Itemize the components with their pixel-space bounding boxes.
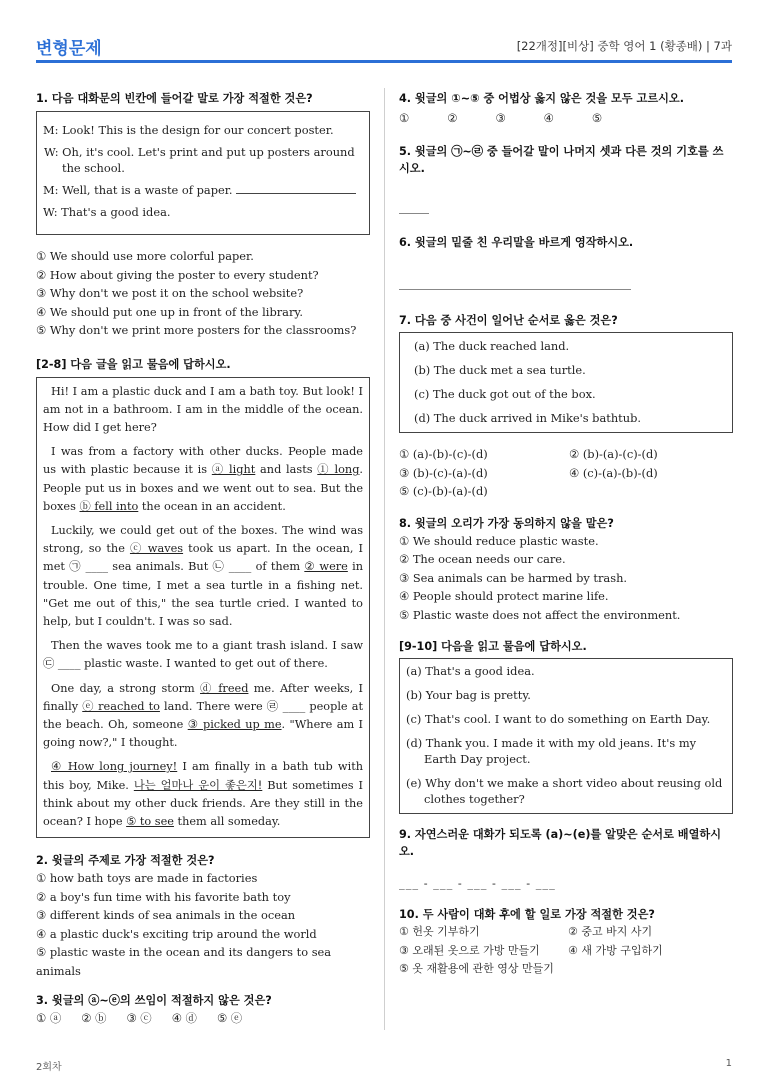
q3-option[interactable]: ② ⓑ (81, 1011, 107, 1026)
text: them all someday. (173, 814, 281, 828)
q10-option[interactable]: ③ 오래된 옷으로 가방 만들기 (399, 943, 540, 957)
q4-option[interactable]: ① (399, 111, 410, 125)
passage-paragraph: Hi! I am a plastic duck and I am a bath toy. But look! I am not in a bathroom. I am in the middle of the ocean. How did I get here? (43, 384, 363, 434)
underlined-text: ① long (317, 463, 360, 477)
text: . People put us in boxes and we went out to sea. But the boxes (43, 463, 364, 513)
passage-heading: [2-8] 다음 글을 읽고 물음에 답하시오. (36, 357, 231, 371)
q1-stem: 1. 다음 대화문의 빈칸에 들어갈 말로 가장 적절한 것은? (36, 92, 313, 105)
text: I am finally in a bath tub with this boy, Mike. (43, 760, 364, 792)
q3-options (36, 1009, 370, 1027)
text: I was from a factory with other ducks. People made us with plastic because it is (43, 445, 363, 477)
q3-option[interactable]: ③ ⓒ (126, 1011, 152, 1026)
q4-option[interactable]: ② (447, 111, 458, 125)
q1-line: M: Look! This is the design for our concert poster. (43, 123, 334, 137)
q2-option[interactable]: ⑤ plastic waste in the ocean and its dangers to sea animals (36, 945, 332, 978)
text: the ocean in an accident. (138, 499, 286, 513)
q7-stem: 7. 다음 중 사건이 일어난 순서로 옳은 것은? (399, 314, 618, 327)
dialogue-line: (c) That's cool. I want to do something on Earth Day. (406, 712, 711, 726)
q10-option[interactable]: ① 헌옷 기부하기 (399, 925, 480, 938)
q4-options (399, 109, 733, 127)
passage-box (36, 377, 370, 839)
text: . "Where am I going now?," I thought. (43, 717, 363, 750)
q2-option[interactable]: ② a boy's fun time with his favorite bath toy (36, 889, 291, 904)
text: took us apart. In the ocean, I met ㉠ ____ sea animals. But ㉡ ____ of them (43, 542, 363, 574)
q1-dialogue-box (36, 111, 370, 235)
q1-line: W: That's a good idea. (43, 205, 171, 219)
q1-line (43, 182, 363, 198)
q8-option[interactable]: ④ People should protect marine life. (399, 589, 609, 603)
text: me. After weeks, I finally (43, 681, 363, 713)
q7-option[interactable]: ① (a)-(b)-(c)-(d) (399, 447, 488, 461)
underlined-text: ⑤ to see (126, 814, 174, 828)
q7-events-box (399, 332, 733, 433)
dialogue-line: (a) That's a good idea. (406, 664, 535, 678)
q8-option[interactable]: ③ Sea animals can be harmed by trash. (399, 570, 628, 585)
q1-line-text: M: Well, that is a waste of paper. (43, 183, 233, 197)
q7-option[interactable]: ⑤ (c)-(b)-(a)-(d) (399, 484, 488, 498)
text: land. There were ㉣ ____ people at the beach. Oh, someone (43, 699, 363, 731)
q4-option[interactable]: ④ (543, 111, 554, 125)
footer-session: 2회차 (36, 1062, 62, 1073)
header-rule (36, 60, 732, 63)
text: in trouble. One time, I met a sea turtle in a fishing net. "Get me out of this," the sea turtle cried. I wanted to help, but I couldn't. I was so sad. (43, 560, 363, 628)
q7-options (399, 445, 733, 501)
q3-option[interactable]: ④ ⓓ (171, 1011, 197, 1026)
q8-option[interactable]: ② The ocean needs our care. (399, 552, 566, 566)
q1-option[interactable]: ② How about giving the poster to every student? (36, 267, 319, 282)
dialogue-line: (d) Thank you. I made it with my old jeans. It's my Earth Day project. (406, 736, 697, 766)
q4-option[interactable]: ③ (495, 111, 506, 125)
q7-option[interactable]: ③ (b)-(c)-(a)-(d) (399, 465, 488, 480)
q7-event: (b) The duck met a sea turtle. (414, 363, 586, 377)
q10-stem: 10. 두 사람이 대화 후에 할 일로 가장 적절한 것은? (399, 908, 655, 921)
column-divider (384, 88, 385, 1030)
q4-stem: 4. 윗글의 ①~⑤ 중 어법상 옳지 않은 것을 모두 고르시오. (399, 92, 684, 105)
underlined-text: ⓑ fell into (79, 499, 139, 513)
q5-answer-line[interactable] (399, 213, 429, 214)
q1-options (36, 247, 370, 340)
q3-stem: 3. 윗글의 ⓐ~ⓔ의 쓰임이 적절하지 않은 것은? (36, 994, 272, 1008)
left-column (36, 90, 370, 1027)
q6-answer-line[interactable] (399, 289, 631, 290)
text: and lasts (255, 463, 318, 477)
page-header (36, 30, 732, 64)
underlined-text: ② were (304, 560, 348, 574)
q1-option[interactable]: ④ We should put one up in front of the library. (36, 304, 303, 319)
underlined-text: ③ picked up me (187, 717, 282, 731)
q2-options (36, 869, 370, 980)
q1-line: W: Oh, it's cool. Let's print and put up posters around the school. (44, 145, 355, 175)
q10-options (399, 923, 733, 979)
page-title: 변형문제 (36, 39, 102, 59)
text: Luckily, we could get out of the boxes. The wind was strong, so the (43, 523, 363, 556)
course-label: [22개정][비상] 중학 영어 1 (황종배) | 7과 (516, 39, 732, 53)
passage-paragraph (43, 443, 363, 516)
q2-option[interactable]: ④ a plastic duck's exciting trip around the world (36, 926, 317, 941)
underlined-text: ⓐ light (211, 463, 256, 477)
footer-page-number: 1 (725, 1058, 732, 1069)
underlined-text: ④ How long journey! (51, 760, 178, 774)
q1-option[interactable]: ③ Why don't we post it on the school website? (36, 286, 304, 300)
q1-option[interactable]: ⑤ Why don't we print more posters for the classrooms? (36, 323, 357, 337)
q3-option[interactable]: ① ⓐ (36, 1011, 62, 1026)
passage-paragraph (43, 680, 363, 753)
q8-stem: 8. 윗글의 오리가 가장 동의하지 않을 말은? (399, 516, 614, 530)
dialogue-line: (b) Your bag is pretty. (406, 688, 531, 702)
dialogue-line: (e) Why don't we make a short video about reusing old clothes together? (406, 776, 723, 806)
q7-event: (d) The duck arrived in Mike's bathtub. (414, 411, 642, 425)
q1-option[interactable]: ① We should use more colorful paper. (36, 249, 254, 263)
q2-option[interactable]: ① how bath toys are made in factories (36, 871, 258, 886)
q6-stem: 6. 윗글의 밑줄 친 우리말을 바르게 영작하시오. (399, 236, 634, 249)
q8-option[interactable]: ⑤ Plastic waste does not affect the environment. (399, 607, 681, 622)
underlined-korean-text: 나는 얼마나 운이 좋은지! (133, 778, 263, 792)
underlined-text: ⓓ freed (200, 681, 249, 695)
q3-option[interactable]: ⑤ ⓔ (216, 1011, 243, 1026)
q7-option[interactable]: ② (b)-(a)-(c)-(d) (569, 447, 658, 461)
passage-paragraph (43, 758, 363, 831)
q2-stem: 2. 윗글의 주제로 가장 적절한 것은? (36, 854, 215, 868)
passage-paragraph: Then the waves took me to a giant trash island. I saw ㉢ ____ plastic waste. I wanted to get out of there. (43, 639, 363, 671)
q4-option[interactable]: ⑤ (591, 111, 603, 125)
underlined-text: ⓒ waves (129, 542, 184, 556)
right-column (399, 90, 733, 979)
q9-stem: 9. 자연스러운 대화가 되도록 (a)~(e)를 알맞은 순서로 배열하시오. (399, 828, 722, 858)
q7-option[interactable]: ④ (c)-(a)-(b)-(d) (569, 465, 658, 480)
q7-event: (c) The duck got out of the box. (414, 387, 596, 401)
dialogue-box (399, 658, 733, 814)
underlined-text: ⓔ reached to (82, 699, 160, 713)
q9-answer-blanks[interactable]: ___ - ___ - ___ - ___ - ___ (399, 876, 556, 890)
q10-option[interactable]: ② 중고 바지 사기 (568, 925, 653, 938)
text: But sometimes I think about my other duck friends. Are they still in the ocean? I hope (43, 778, 363, 828)
q7-event: (a) The duck reached land. (414, 339, 570, 353)
q8-option[interactable]: ① We should reduce plastic waste. (399, 533, 599, 548)
q8-options (399, 532, 733, 625)
q10-option[interactable]: ④ 새 가방 구입하기 (568, 943, 663, 957)
q2-option[interactable]: ③ different kinds of sea animals in the ocean (36, 908, 296, 923)
q10-option[interactable]: ⑤ 옷 재활용에 관한 영상 만들기 (399, 962, 554, 975)
dialogue-heading: [9-10] 다음을 읽고 물음에 답하시오. (399, 640, 587, 653)
q1-blank (236, 184, 356, 194)
text: One day, a strong storm (51, 681, 201, 695)
q5-stem: 5. 윗글의 ㉠~㉣ 중 들어갈 말이 나머지 셋과 다른 것의 기호를 쓰시오. (399, 145, 724, 175)
passage-paragraph (43, 522, 363, 631)
